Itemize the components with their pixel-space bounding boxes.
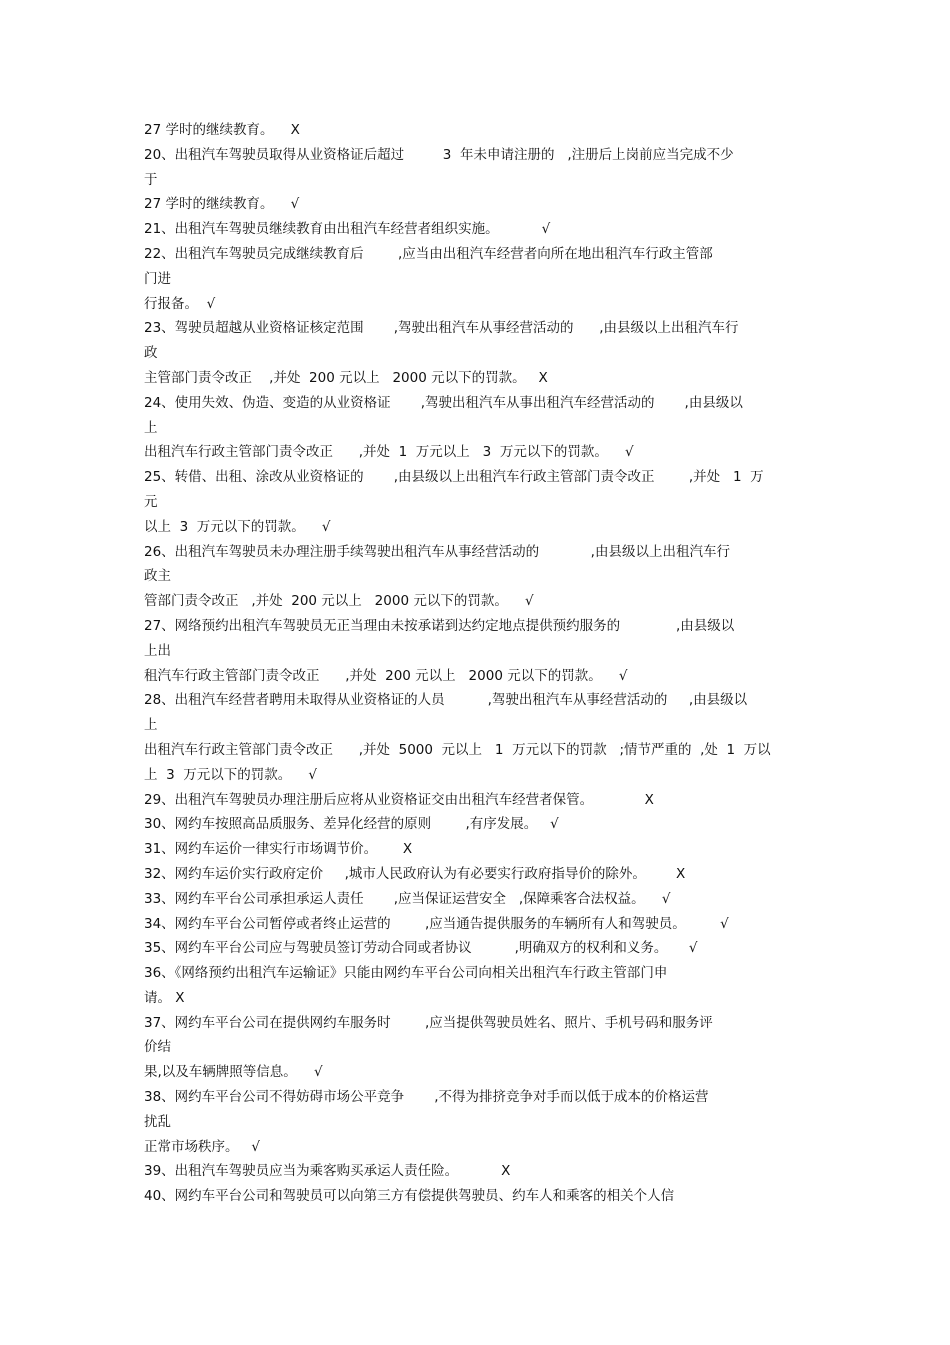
text-line: 于 xyxy=(144,171,158,188)
text-line: 38、网约车平台公司不得妨碍市场公平竞争 ,不得为排挤竞争对手而以低于成本的价格运营 xyxy=(144,1089,709,1106)
text-line: 价结 xyxy=(144,1039,171,1056)
text-line: 27 学时的继续教育。 X xyxy=(144,122,300,138)
text-line: 上出 xyxy=(144,642,171,659)
text-line: 26、出租汽车驾驶员未办理注册手续驾驶出租汽车从事经营活动的 ,由县级以上出租汽车行 xyxy=(144,543,730,560)
text-line: 政 xyxy=(144,345,158,362)
text-line: 出租汽车行政主管部门责令改正 ,并处 5000 元以上 1 万元以下的罚款 ;情节严重的 ,处 1 万以 xyxy=(144,741,771,758)
text-line: 上 3 万元以下的罚款。 √ xyxy=(144,766,318,783)
text-line: 25、转借、出租、涂改从业资格证的 ,由县级以上出租汽车行政主管部门责令改正 ,并处 1 万 xyxy=(144,469,764,486)
text-line: 元 xyxy=(144,493,158,510)
text-line: 政主 xyxy=(144,568,171,585)
text-line: 28、出租汽车经营者聘用未取得从业资格证的人员 ,驾驶出租汽车从事经营活动的 ,由县级以 xyxy=(144,692,748,709)
text-line: 扰乱 xyxy=(144,1113,171,1130)
text-line: 29、出租汽车驾驶员办理注册后应将从业资格证交由出租汽车经营者保管。 X xyxy=(144,791,654,808)
text-line: 主管部门责令改正 ,并处 200 元以上 2000 元以下的罚款。 X xyxy=(144,369,548,386)
text-line: 果,以及车辆牌照等信息。 √ xyxy=(144,1064,323,1081)
text-line: 31、网约车运价一律实行市场调节价。 X xyxy=(144,841,413,858)
text-line: 21、出租汽车驾驶员继续教育由出租汽车经营者组织实施。 √ xyxy=(144,221,551,238)
text-line: 20、出租汽车驾驶员取得从业资格证后超过 3 年未申请注册的 ,注册后上岗前应当完成不少 xyxy=(144,146,734,163)
text-line: 37、网约车平台公司在提供网约车服务时 ,应当提供驾驶员姓名、照片、手机号码和服务评 xyxy=(144,1014,713,1031)
text-line: 32、网约车运价实行政府定价 ,城市人民政府认为有必要实行政府指导价的除外。 X xyxy=(144,865,686,882)
text-line: 27 学时的继续教育。 √ xyxy=(144,196,300,213)
text-line: 上 xyxy=(144,717,158,734)
text-line: 管部门责令改正 ,并处 200 元以上 2000 元以下的罚款。 √ xyxy=(144,593,534,610)
text-line: 门进 xyxy=(144,270,171,287)
document-body xyxy=(144,118,824,1209)
text-line: 行报备。 √ xyxy=(144,295,216,312)
text-line: 出租汽车行政主管部门责令改正 ,并处 1 万元以上 3 万元以下的罚款。 √ xyxy=(144,444,634,461)
text-line: 34、网约车平台公司暂停或者终止运营的 ,应当通告提供服务的车辆所有人和驾驶员。 √ xyxy=(144,915,729,932)
text-line: 33、网约车平台公司承担承运人责任 ,应当保证运营安全 ,保障乘客合法权益。 √ xyxy=(144,890,671,907)
text-line: 正常市场秩序。 √ xyxy=(144,1138,260,1155)
text-line: 36、《网络预约出租汽车运输证》只能由网约车平台公司向相关出租汽车行政主管部门申 xyxy=(144,965,668,982)
text-line: 35、网约车平台公司应与驾驶员签订劳动合同或者协议 ,明确双方的权利和义务。 √ xyxy=(144,940,698,957)
text-line: 30、网约车按照高品质服务、差异化经营的原则 ,有序发展。 √ xyxy=(144,816,559,833)
text-line: 以上 3 万元以下的罚款。 √ xyxy=(144,518,331,535)
text-line: 22、出租汽车驾驶员完成继续教育后 ,应当由出租汽车经营者向所在地出租汽车行政主管部 xyxy=(144,245,713,262)
text-line: 24、使用失效、伪造、变造的从业资格证 ,驾驶出租汽车从事出租汽车经营活动的 ,由县级以 xyxy=(144,394,743,411)
text-line: 23、驾驶员超越从业资格证核定范围 ,驾驶出租汽车从事经营活动的 ,由县级以上出租汽车行 xyxy=(144,320,739,337)
text-line: 40、网约车平台公司和驾驶员可以向第三方有偿提供驾驶员、约车人和乘客的相关个人信 xyxy=(144,1188,675,1205)
text-line: 27、网络预约出租汽车驾驶员无正当理由未按承诺到达约定地点提供预约服务的 ,由县级以 xyxy=(144,617,735,634)
text-line: 上 xyxy=(144,419,158,436)
text-line: 请。 X xyxy=(144,989,185,1006)
text-line: 租汽车行政主管部门责令改正 ,并处 200 元以上 2000 元以下的罚款。 √ xyxy=(144,667,628,684)
text-line: 39、出租汽车驾驶员应当为乘客购买承运人责任险。 X xyxy=(144,1163,511,1180)
